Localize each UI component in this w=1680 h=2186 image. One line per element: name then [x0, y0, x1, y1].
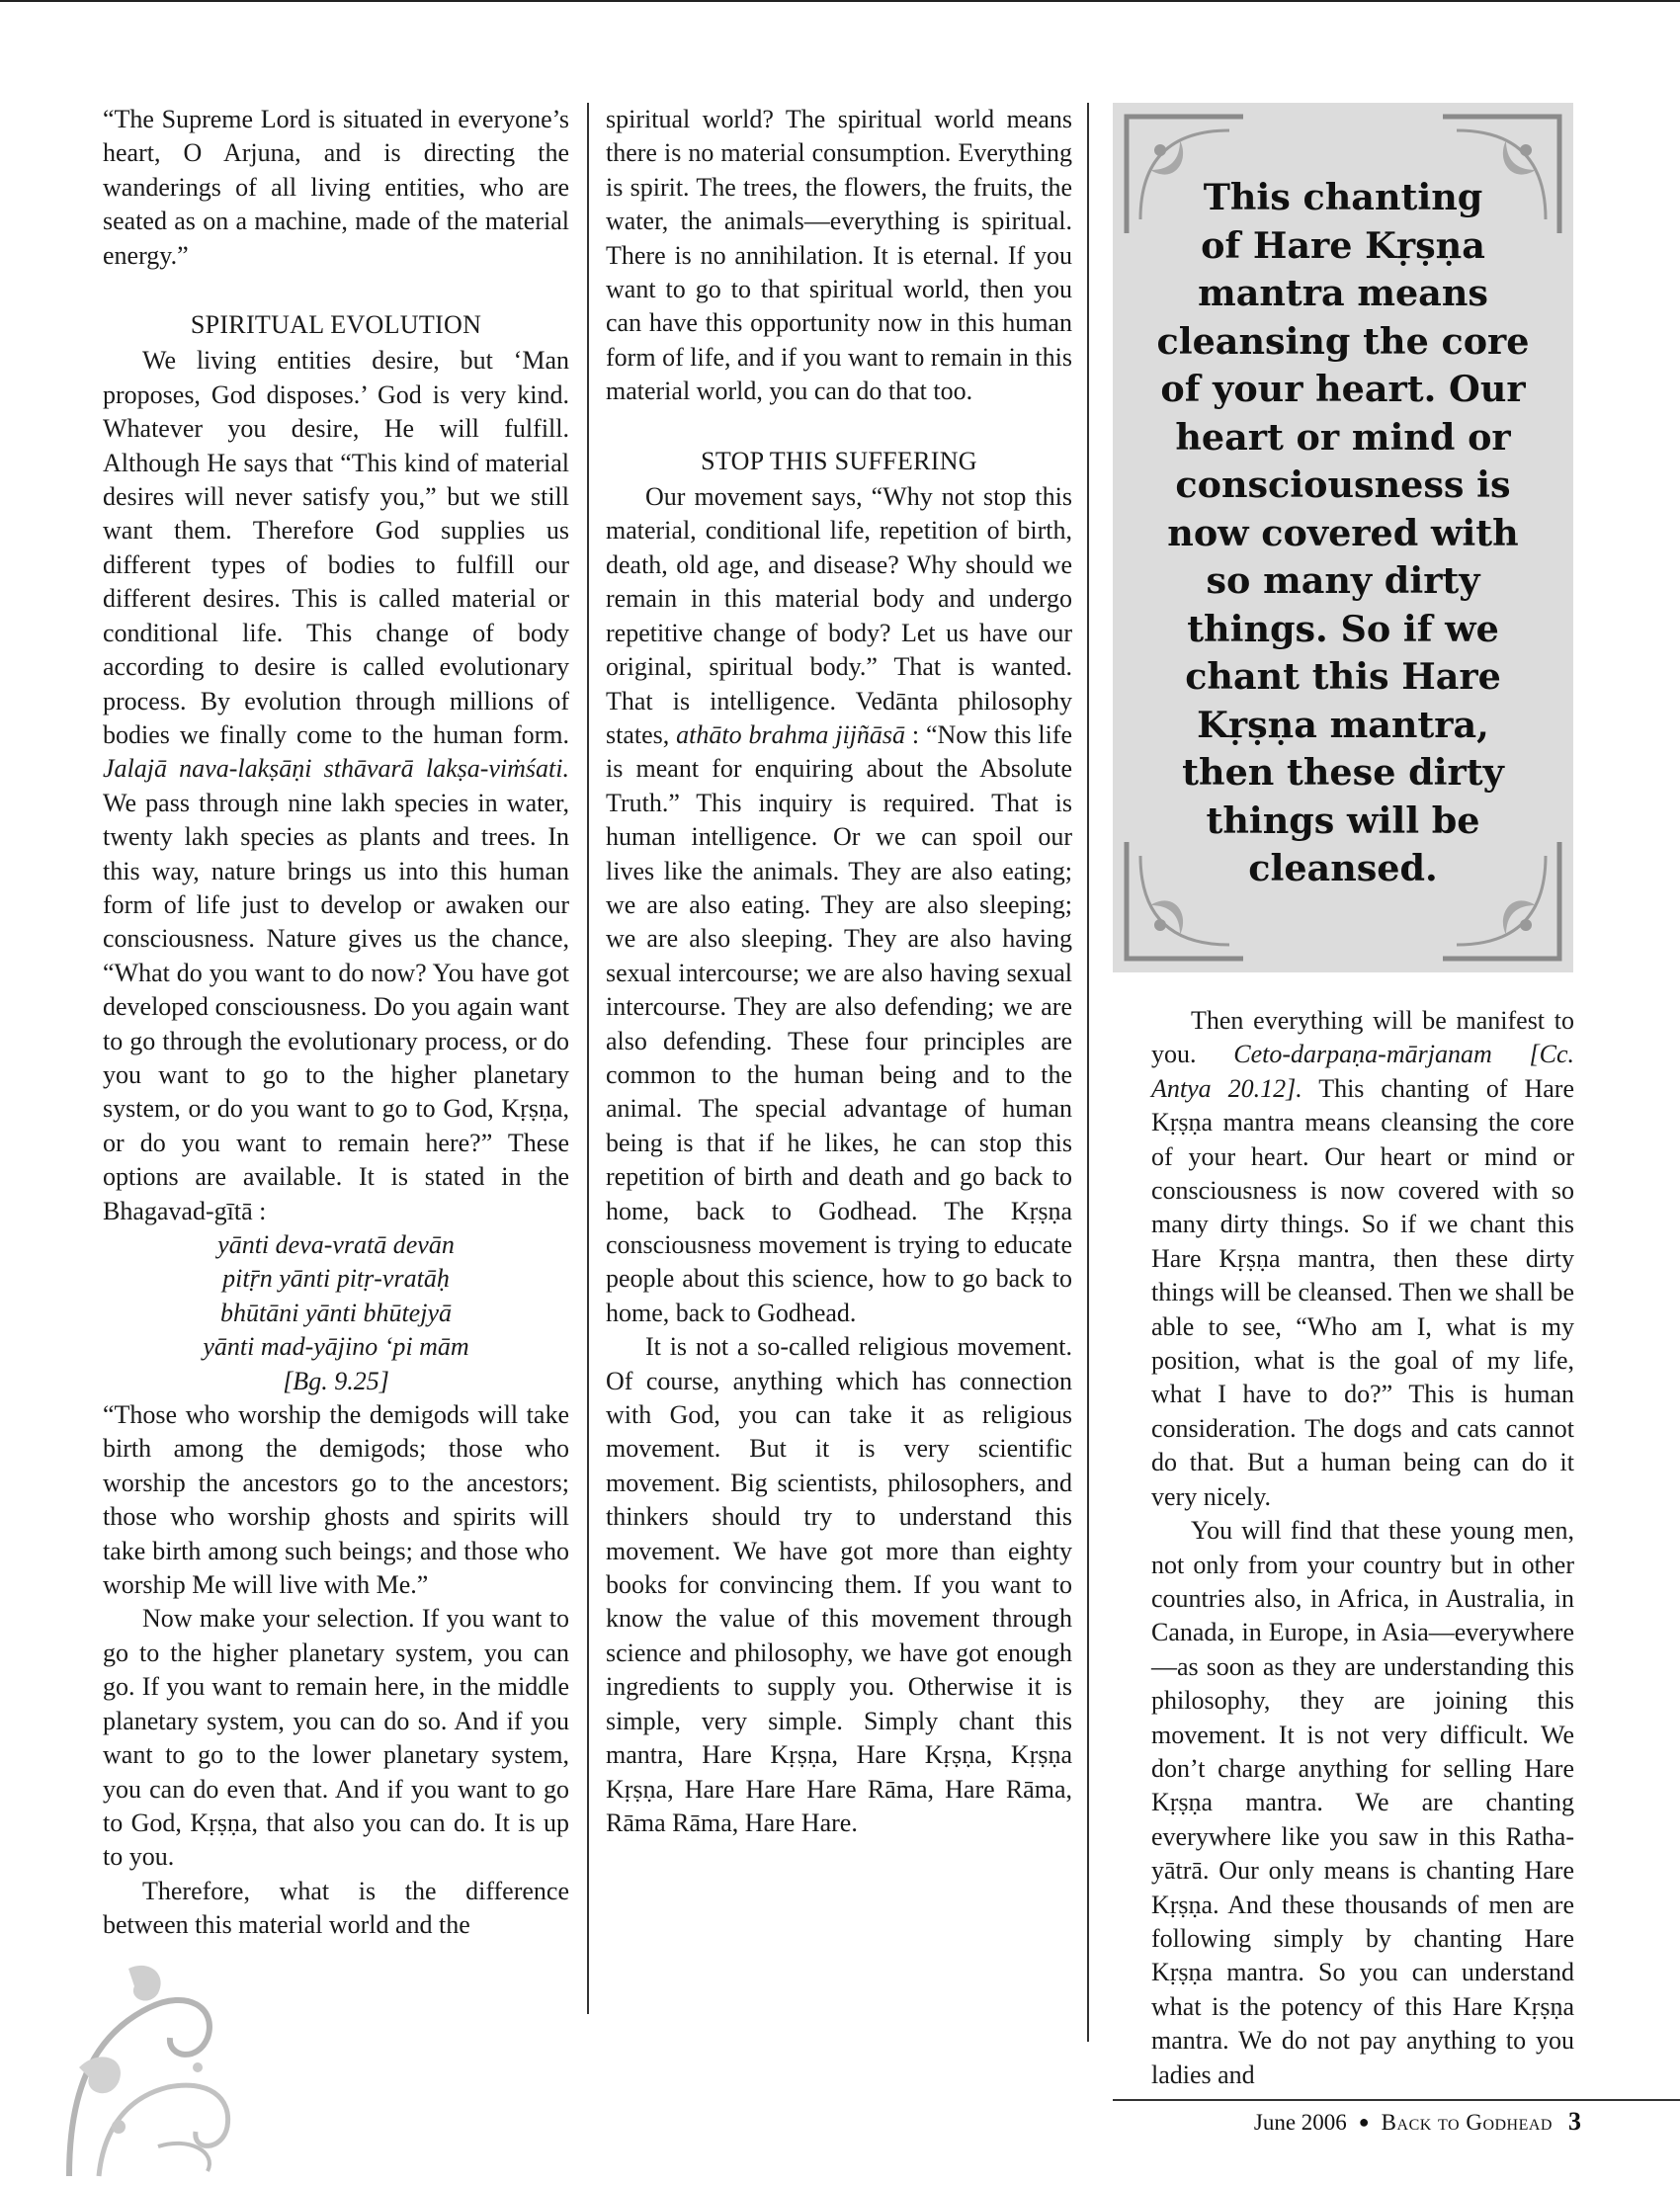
section-heading-spiritual-evolution: SPIRITUAL EVOLUTION	[190, 310, 482, 340]
footer-rule	[1113, 2099, 1680, 2101]
verse-block	[103, 1228, 569, 1398]
paragraph: “The Supreme Lord is situated in everyone’s heart, O Arjuna, and is directing the wanderings of all living entities, who are seated as on a machine, made of the material energy.”	[103, 105, 569, 270]
floral-ornament-icon	[59, 1949, 267, 2178]
verse-line: yānti mad-yājino ‘pi mām	[203, 1332, 469, 1362]
verse-line: yānti deva-vratā devān	[217, 1230, 455, 1259]
article-column-1	[103, 103, 569, 1943]
verse-line: pitṝn yānti pitṛ-vratāḥ	[222, 1264, 450, 1294]
magazine-title: Back to Godhead	[1381, 2110, 1553, 2135]
verse-line: bhūtāni yānti bhūtejyā	[220, 1298, 452, 1327]
article-column-2	[606, 103, 1072, 1840]
pullquote-text: This chanting of Hare Kṛṣṇa mantra means cleansing the core of your heart. Our heart or mind or consciousness is now covered with so many dirty things. So if we chant this Hare Kṛṣṇa mantra, then these dirty things will be cleansed.	[1156, 176, 1530, 889]
paragraph: You will find that these young men, not only from your country but in other countries also, in Africa, in Australia, in Canada, in Europe, in Asia—everywhere—as soon as they are understanding this philosophy, they are joining this movement. It is not very difficult. We don’t charge anything for selling Hare Kṛṣṇa mantra. We are chanting everywhere like you saw in this Ratha-yātrā. Our only means is chanting Hare Kṛṣṇa. And these thousands of men are following simply by chanting Hare Kṛṣṇa mantra. So you can understand what is the potency of this Hare Kṛṣṇa mantra. We do not pay anything to you ladies and	[1151, 1516, 1574, 2089]
page-footer	[1254, 2107, 1581, 2137]
section-heading-stop-this-suffering: STOP THIS SUFFERING	[701, 446, 977, 475]
paragraph: It is not a so-called religious movement. Of course, anything which has connection with God, you can take it as religious movement. But it is very scientific movement. Big scientists, philosophers, and thinkers should try to understand this movement. We have got more than eighty books for convincing them. If you want to know the value of this movement through science and philosophy, we have got enough ingredients to supply you. Otherwise it is simple, very simple. Simply chant this mantra, Hare Kṛṣṇa, Hare Kṛṣṇa, Kṛṣṇa Kṛṣṇa, Hare Hare Hare Rāma, Hare Rāma, Rāma Rāma, Hare Hare.	[606, 1332, 1072, 1837]
column-divider	[587, 103, 589, 2014]
paragraph: “Those who worship the demigods will take birth among the demigods; those who worship the ancestors go to the ancestors; those who worship ghosts and spirits will take birth among such beings; and those who worship Me will live with Me.”	[103, 1400, 569, 1600]
page-number: 3	[1568, 2107, 1581, 2136]
paragraph: Our movement says, “Why not stop this material, conditional life, repetition of birth, death, old age, and disease? Why should we remain in this material body and undergo repetitive change of body? Let us have our original, spiritual body.” That is wanted. That is intelligence. Vedānta philosophy states, athāto brahma jijñāsā : “Now this life is meant for enquiring about the Absolute Truth.” This inquiry is required. That is human intelligence. Or we can spoil our lives like the animals. They are also eating; we are also eating. They are also sleeping; we are also sleeping. They are also having sexual intercourse; we are also having sexual intercourse. They are also defending; we are also defending. These four principles are common to the human being and to the animal. The special advantage of human being is that if he likes, he can stop this repetition of birth and death and go back to home, back to Godhead. The Kṛṣṇa consciousness movement is trying to educate people about this science, how to go back to home, back to Godhead.	[606, 482, 1073, 1327]
verse-reference: [Bg. 9.25]	[283, 1366, 389, 1395]
paragraph: Then everything will be manifest to you. Ceto-darpaṇa-mārjanam [Cc. Antya 20.12]. This chanting of Hare Kṛṣṇa mantra means cleansing the core of your heart. Our heart or mind or consciousness is now covered with so many dirty things. So if we chant this Hare Kṛṣṇa mantra, then these dirty things will be cleansed. Then we shall be able to see, “Who am I, what is my position, what is the goal of my life, what I have to do?” This is human consideration. The dogs and cats cannot do that. But a human being can do it very nicely.	[1151, 1006, 1574, 1511]
pullquote-box	[1113, 103, 1573, 972]
top-rule	[0, 0, 1680, 2]
article-column-3	[1151, 1004, 1574, 2092]
column-divider	[1087, 103, 1089, 2042]
paragraph: spiritual world? The spiritual world means there is no material consumption. Everything is spirit. The trees, the flowers, the fruits, the water, the animals—everything is spiritual. There is no annihilation. It is eternal. If you want to go to that spiritual world, then you can have this opportunity now in this human form of life, and if you want to remain in this material world, you can do that too.	[606, 105, 1072, 406]
paragraph: Now make your selection. If you want to go to the higher planetary system, you can go. If you want to remain here, in the middle planetary system, you can do so. And if you want to go to the lower planetary system, you can do even that. And if you want to go to God, Kṛṣṇa, that also you can do. It is up to you.	[103, 1604, 569, 1872]
paragraph: Therefore, what is the difference between this material world and the	[103, 1876, 569, 1940]
bullet-icon: ●	[1358, 2112, 1370, 2132]
issue-date: June 2006	[1253, 2110, 1347, 2135]
paragraph: We living entities desire, but ‘Man proposes, God disposes.’ God is very kind. Whatever you desire, He will fulfill. Although He says that “This kind of material desires will never satisfy you,” but we still want them. Therefore God supplies us different types of bodies to fulfill our different desires. This is called material or conditional life. This change of body according to desire is called evolutionary process. By evolution through millions of bodies we finally come to the human form. Jalajā nava-lakṣāṇi sthāvarā lakṣa-viṁśati. We pass through nine lakh species in water, twenty lakh species as plants and trees. In this way, nature brings us into this human form of life just to develop or awaken our consciousness. Nature gives us the chance, “What do you want to do now? You have got developed consciousness. Do you again want to go through the evolutionary process, or do you want to go to the higher planetary system, or do you want to go to God, Kṛṣṇa, or do you want to remain here?” These options are available. It is stated in the Bhagavad-gītā :	[103, 346, 569, 1225]
